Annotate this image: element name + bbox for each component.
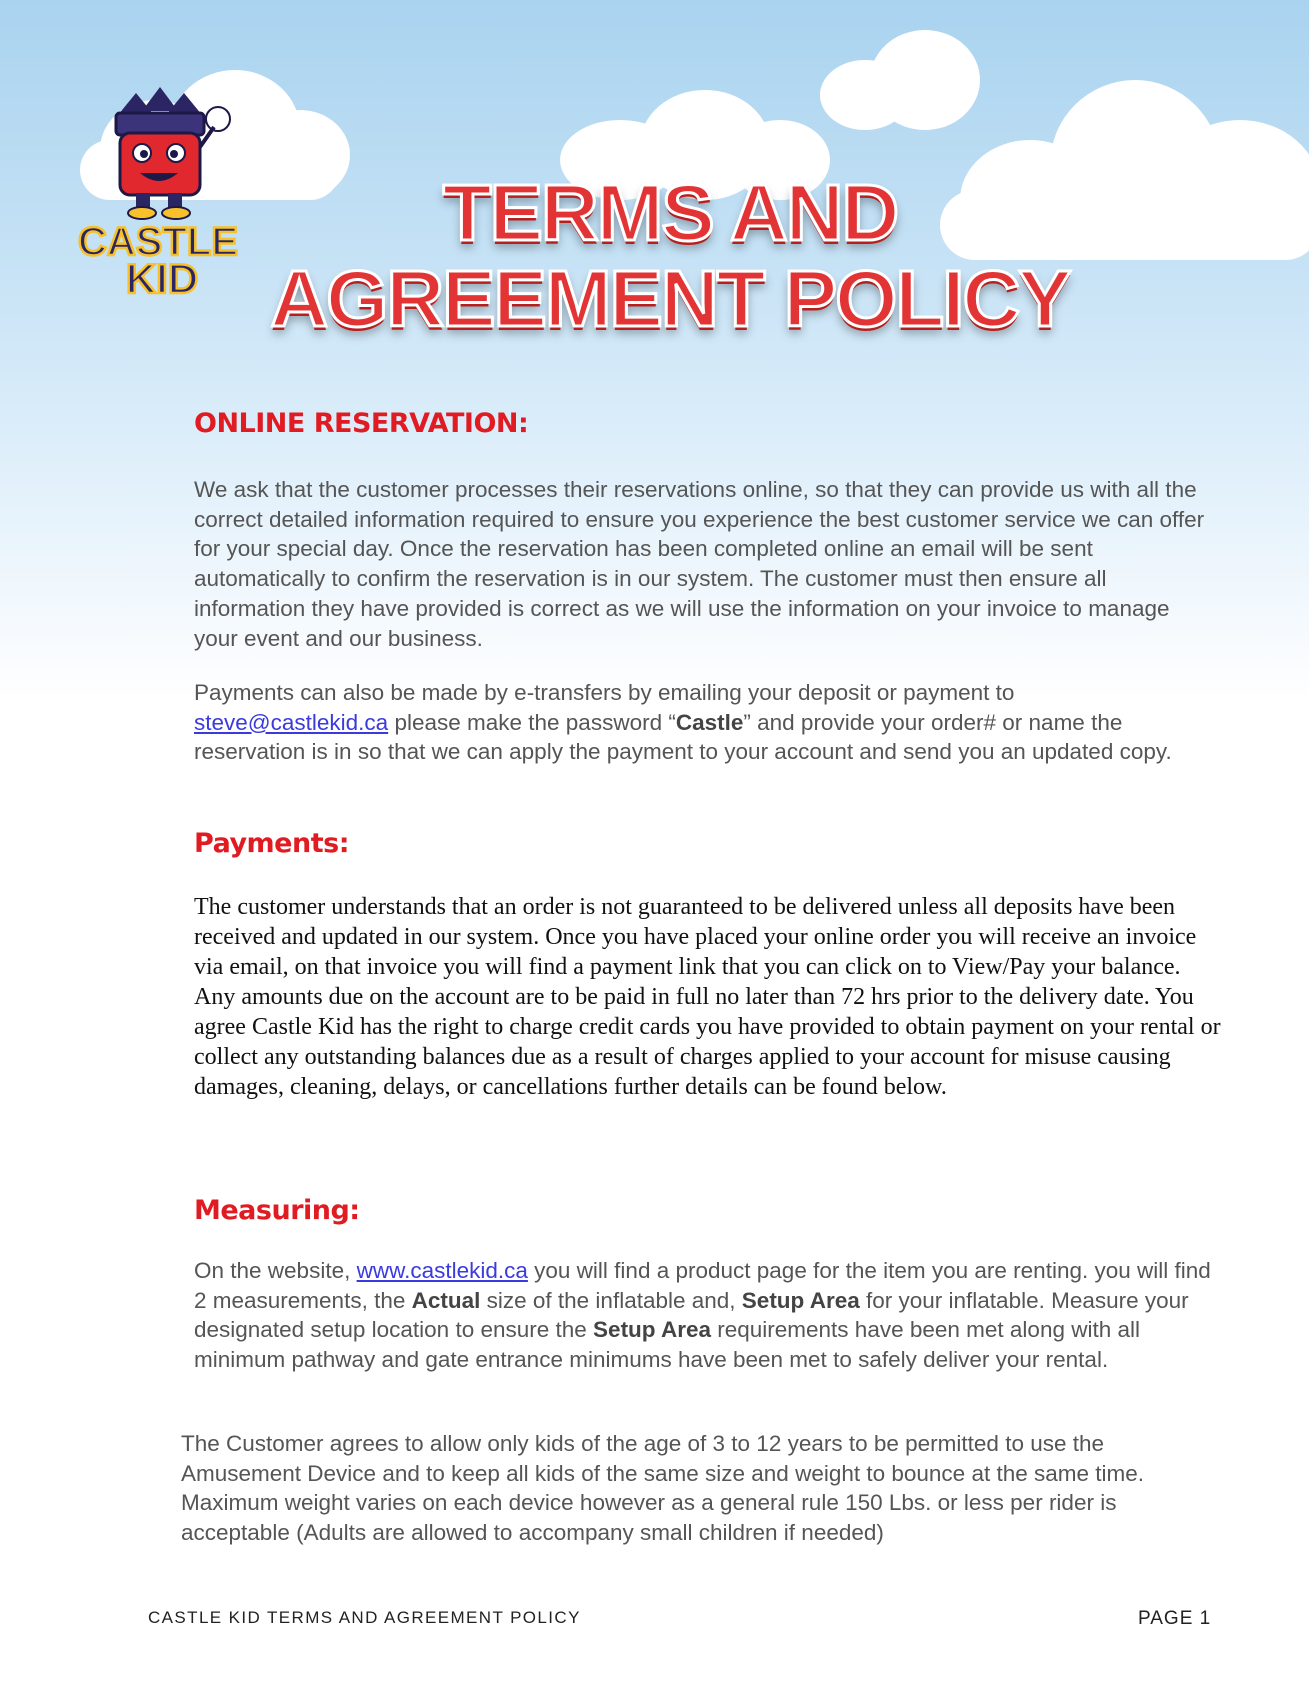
castle-kid-mascot-icon <box>58 85 258 300</box>
castle-kid-logo <box>58 85 258 300</box>
password-value: Castle <box>675 709 744 735</box>
measuring-text-b: you will find a product page for the item you are renting. you will find 2 measurements, the <box>194 1258 1211 1313</box>
website-link[interactable]: www.castlekid.ca <box>356 1258 528 1283</box>
age-requirements-paragraph: The Customer agrees to allow only kids of the age of 3 to 12 years to be permitted to use the Amusement Device and to keep all kids of the same size and weight to bounce at the same time. Maximum weight varies on each device however as a general rule 150 Lbs. or less per rider is acceptable (Adults are allowed to accompany small children if needed) <box>181 1431 1145 1546</box>
payment-instructions-paragraph <box>194 678 1214 767</box>
online-reservation-paragraph: We ask that the customer processes their reservations online, so that they can provide us with all the correct detailed information required to ensure you experience the best customer service we can offer for your special day. Once the reservation has been completed online an email will be sent automatically to confirm the reservation is in our system. The customer must then ensure all information they have provided is correct as we will use the information on your invoice to manage your event and our business. <box>194 477 1205 651</box>
measuring-heading: Measuring: <box>194 1195 360 1226</box>
logo-line2: KID <box>125 255 199 300</box>
title-line2: AGREEMENT POLICY <box>270 254 1070 343</box>
payment-text-mid: please make the password “ <box>388 709 676 735</box>
actual-term: Actual <box>411 1287 481 1313</box>
online-reservation-heading: ONLINE RESERVATION: <box>194 408 529 439</box>
footer-document-title: CASTLE KID TERMS AND AGREEMENT POLICY <box>148 1608 581 1627</box>
measuring-paragraph <box>194 1256 1214 1375</box>
payments-heading: Payments: <box>194 828 349 859</box>
payment-text-end: ” and provide your order# or name the reservation is in so that we can apply the payment to your account and send you an updated copy. <box>194 709 1172 765</box>
measuring-text-d: for your inflatable. Measure your designated setup location to ensure the <box>194 1287 1189 1343</box>
setup-area-term-1: Setup Area <box>741 1287 860 1313</box>
measuring-text-a: On the website, <box>194 1258 357 1283</box>
measuring-text-c: size of the inflatable and, <box>480 1287 742 1313</box>
setup-area-term-2: Setup Area <box>593 1317 711 1343</box>
measuring-text-e: requirements have been met along with all minimum pathway and gate entrance minimums have been met to safely deliver your rental. <box>194 1317 1140 1373</box>
payment-text-start: Payments can also be made by e-transfers by emailing your deposit or payment to <box>194 680 1015 705</box>
title-line1: TERMS AND <box>442 168 898 257</box>
page-title <box>260 170 1080 342</box>
email-link[interactable]: steve@castlekid.ca <box>194 709 389 735</box>
footer-page-number: PAGE 1 <box>1138 1608 1212 1629</box>
logo-line1: CASTLE <box>78 220 238 264</box>
payments-paragraph: The customer understands that an order is not guaranteed to be delivered unless all deposits have been received and updated in our system. Once you have placed your online order you will receive an invoice via email, on that invoice you will find a payment link that you can click on to View/Pay your balance. Any amounts due on the account are to be paid in full no later than 72 hrs prior to the delivery date. You agree Castle Kid has the right to charge credit cards you have provided to obtain payment on your rental or collect any outstanding balances due as a result of charges applied to your account for misuse causing damages, cleaning, delays, or cancellations further details can be found below. <box>194 894 1221 1100</box>
